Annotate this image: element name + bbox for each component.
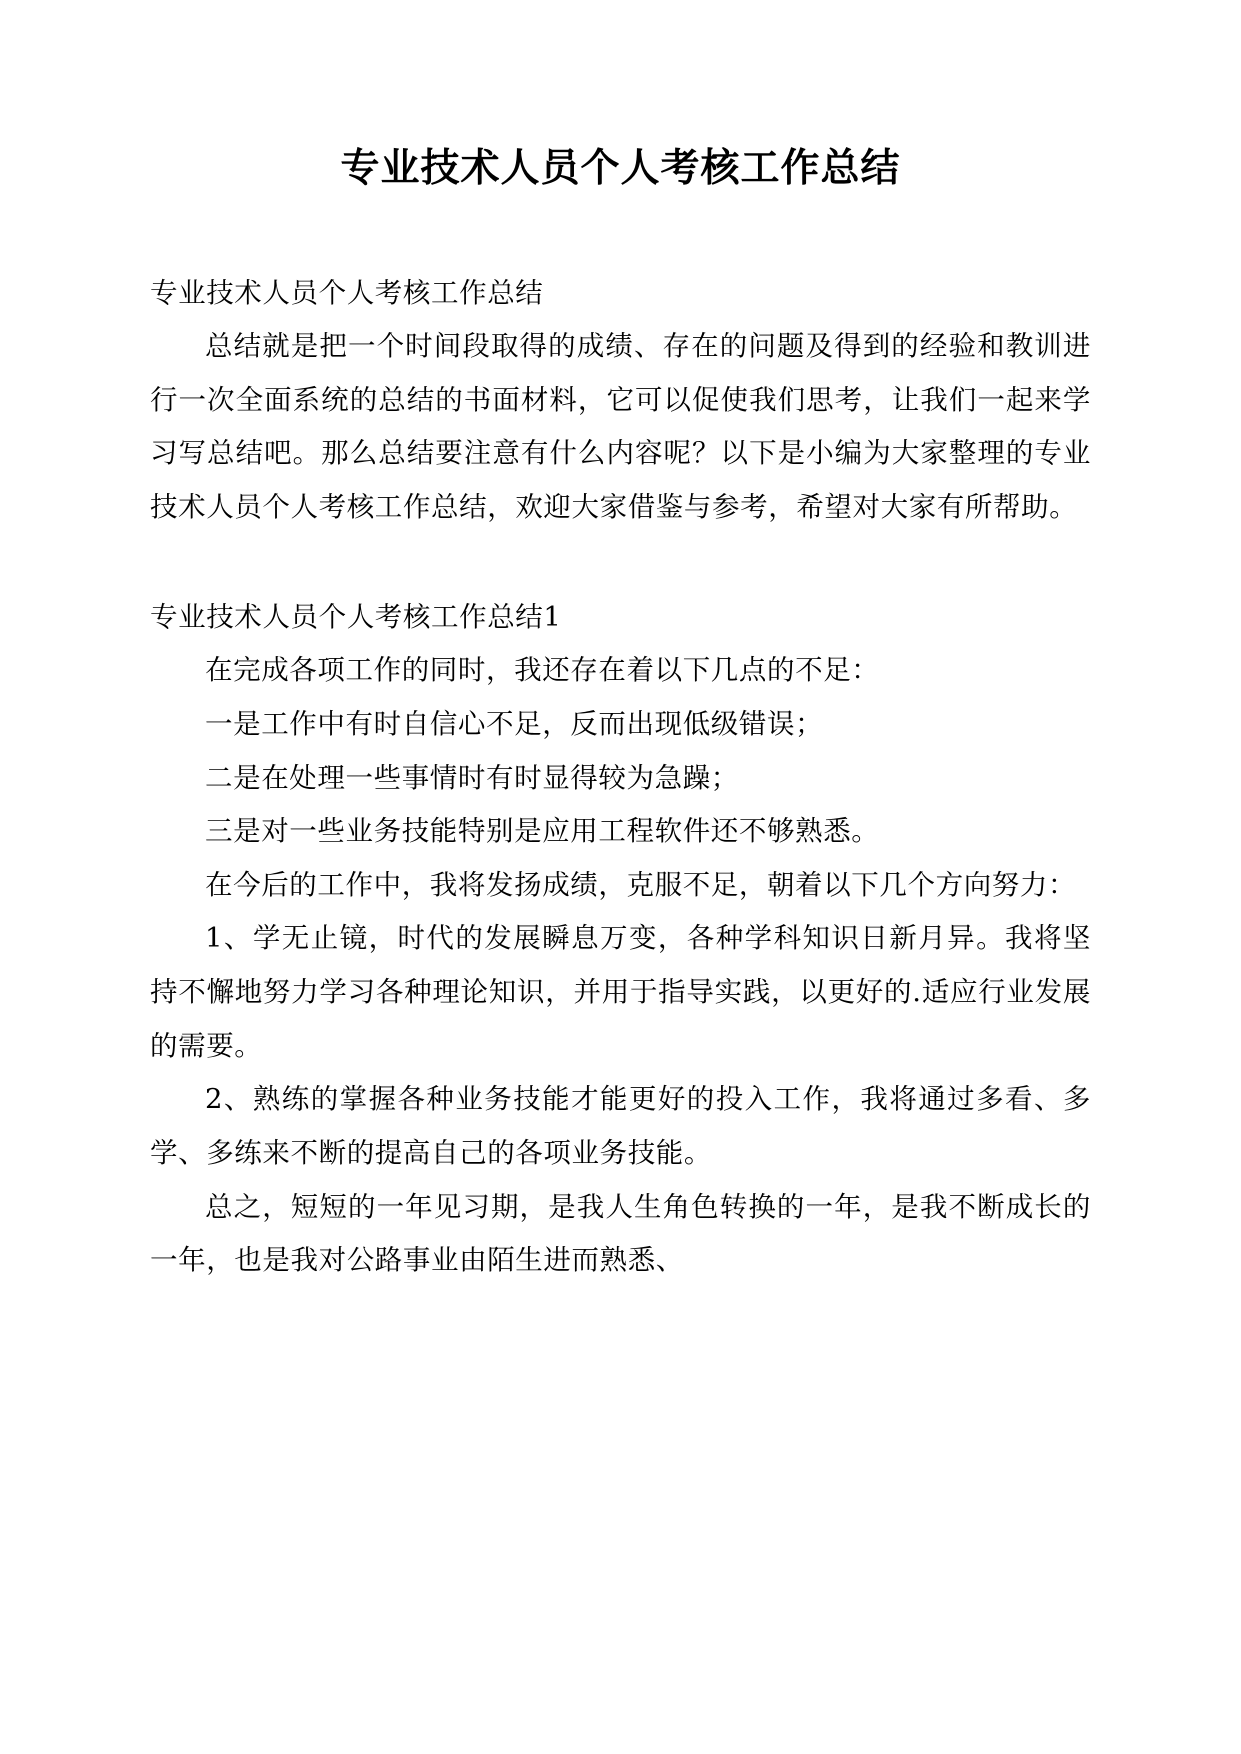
section-heading: 专业技术人员个人考核工作总结1 <box>150 600 562 633</box>
page-title: 专业技术人员个人考核工作总结 <box>340 146 901 191</box>
body-paragraph: 二是在处理一些事情时有时显得较为急躁； <box>205 761 739 794</box>
intro-heading: 专业技术人员个人考核工作总结 <box>150 276 544 309</box>
body-paragraph: 在完成各项工作的同时，我还存在着以下几点的不足： <box>205 654 880 687</box>
paragraph-spacer <box>150 535 1091 591</box>
intro-paragraph: 总结就是把一个时间段取得的成绩、存在的问题及得到的经验和教训进行一次全面系统的总结的书面材料，它可以促使我们思考，让我们一起来学习写总结吧。那么总结要注意有什么内容呢？以下是小编为大家整理的专业技术人员个人考核工作总结，欢迎大家借鉴与参考，希望对大家有所帮助。 <box>150 330 1091 524</box>
body-paragraph: 总之，短短的一年见习期，是我人生角色转换的一年，是我不断成长的一年，也是我对公路事业由陌生进而熟悉、 <box>150 1190 1091 1277</box>
body-paragraph: 三是对一些业务技能特别是应用工程软件还不够熟悉。 <box>205 815 880 848</box>
body-paragraph: 1、学无止镜，时代的发展瞬息万变，各种学科知识日新月异。我将坚持不懈地努力学习各种理论知识，并用于指导实践，以更好的.适应行业发展的需要。 <box>150 922 1091 1062</box>
document-body <box>150 267 1091 1288</box>
body-paragraph: 2、熟练的掌握各种业务技能才能更好的投入工作，我将通过多看、多学、多练来不断的提高自己的各项业务技能。 <box>150 1083 1091 1169</box>
body-paragraph: 一是工作中有时自信心不足，反而出现低级错误； <box>205 707 824 740</box>
body-paragraph: 在今后的工作中，我将发扬成绩，克服不足，朝着以下几个方向努力： <box>205 868 1077 901</box>
